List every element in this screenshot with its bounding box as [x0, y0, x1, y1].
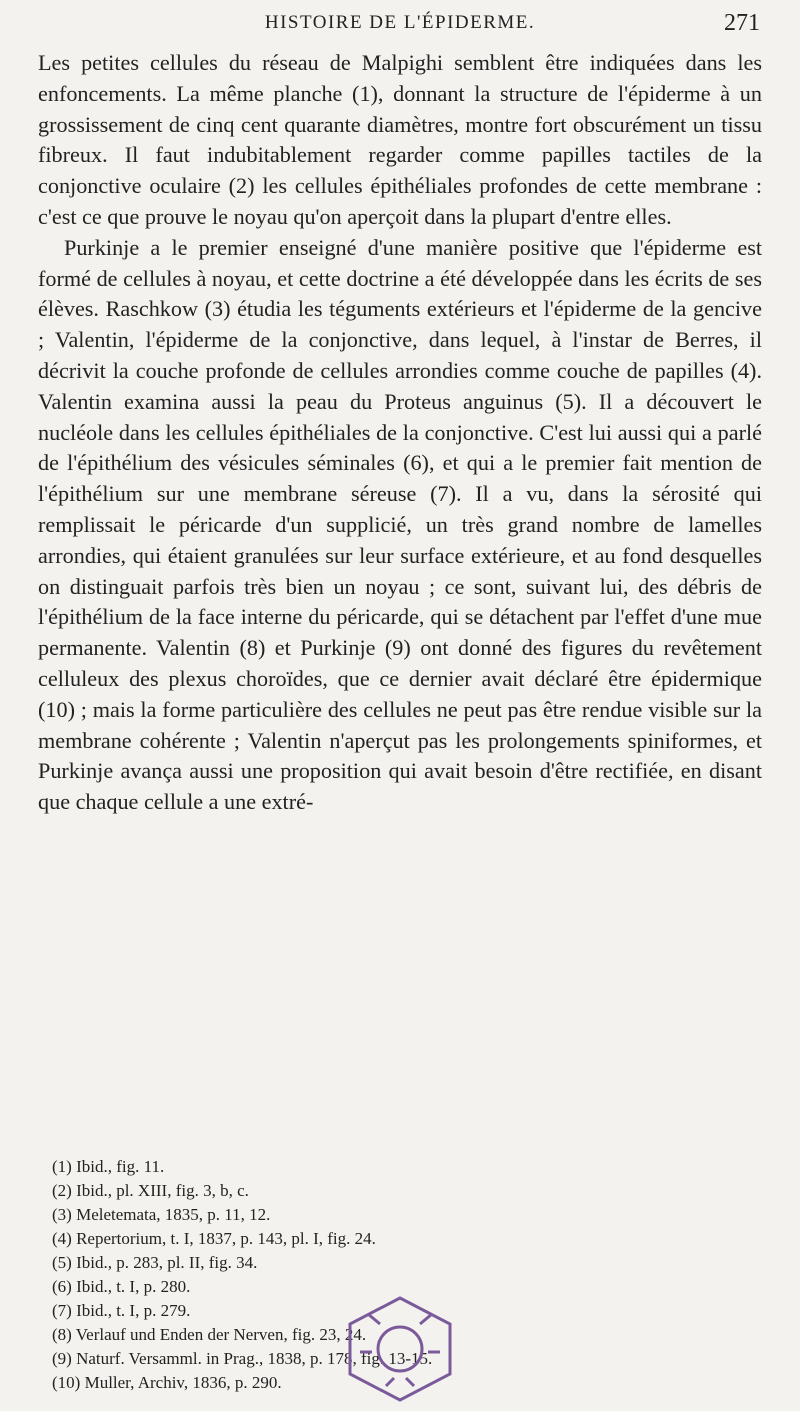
body-text: [38, 48, 762, 818]
running-title: HISTOIRE DE L'ÉPIDERME.: [264, 12, 536, 33]
library-stamp-icon: [338, 1294, 462, 1404]
footnote: (2) Ibid., pl. XIII, fig. 3, b, c.: [52, 1181, 249, 1200]
footnote: (3) Meletemata, 1835, p. 11, 12.: [52, 1205, 271, 1224]
footnote: (8) Verlauf und Enden der Nerven, fig. 23, 24.: [52, 1325, 367, 1344]
footnote: (1) Ibid., fig. 11.: [52, 1157, 165, 1176]
paragraph-1: Les petites cellules du réseau de Malpighi semblent être indiquées dans les enfoncements. La même planche (1), donnant la structure de l'épiderme à un grossissement de cinq cent quarante diamètres, montre fort obscurément un tissu fibreux. Il faut indubitablement regarder comme papilles tactiles de la conjonctive oculaire (2) les cellules épithéliales profondes de cette membrane : c'est ce que prouve le noyau qu'on aperçoit dans la plupart d'entre elles.: [38, 50, 762, 229]
footnote: (10) Muller, Archiv, 1836, p. 290.: [52, 1373, 282, 1392]
footnote: (6) Ibid., t. I, p. 280.: [52, 1277, 191, 1296]
footnote: (4) Repertorium, t. I, 1837, p. 143, pl. I, fig. 24.: [52, 1229, 376, 1248]
paragraph-2: Purkinje a le premier enseigné d'une manière positive que l'épiderme est formé de cellules à noyau, et cette doctrine a été développée dans les écrits de ses élèves. Raschkow (3) étudia les téguments extérieurs et l'épiderme de la gencive ; Valentin, l'épiderme de la conjonctive, dans lequel, à l'instar de Berres, il décrivit la couche profonde de cellules arrondies comme couche de papilles (4). Valentin examina aussi la peau du Proteus anguinus (5). Il a découvert le nucléole dans les cellules épithéliales de la conjonctive. C'est lui aussi qui a parlé de l'épithélium des vésicules séminales (6), et qui a le premier fait mention de l'épithélium sur une membrane séreuse (7). Il a vu, dans la sérosité qui remplissait le péricarde d'un supplicié, un très grand nombre de lamelles arrondies, qui étaient granulées sur leur surface extérieure, et au fond desquelles on distinguait parfois très bien un noyau ; ce sont, suivant lui, des débris de l'épithélium de la face interne du péricarde, qui se détachent par l'effet d'une mue permanente. Valentin (8) et Purkinje (9) ont donné des figures du revêtement celluleux des plexus choroïdes, que ce dernier avait déclaré être épidermique (10) ; mais la forme particulière des cellules ne peut pas être rendue visible sur la membrane cohérente ; Valentin n'aperçut pas les prolongements spiniformes, et Purkinje avança aussi une proposition qui avait besoin d'être rectifiée, en disant que chaque cellule a une extré-: [38, 234, 762, 815]
page-number: 271: [724, 10, 760, 36]
page-header: [40, 10, 760, 40]
footnote: (7) Ibid., t. I, p. 279.: [52, 1301, 191, 1320]
footnote: (9) Naturf. Versamml. in Prag., 1838, p. 178, fig. 13-15.: [52, 1349, 433, 1368]
footnote: (5) Ibid., p. 283, pl. II, fig. 34.: [52, 1253, 258, 1272]
